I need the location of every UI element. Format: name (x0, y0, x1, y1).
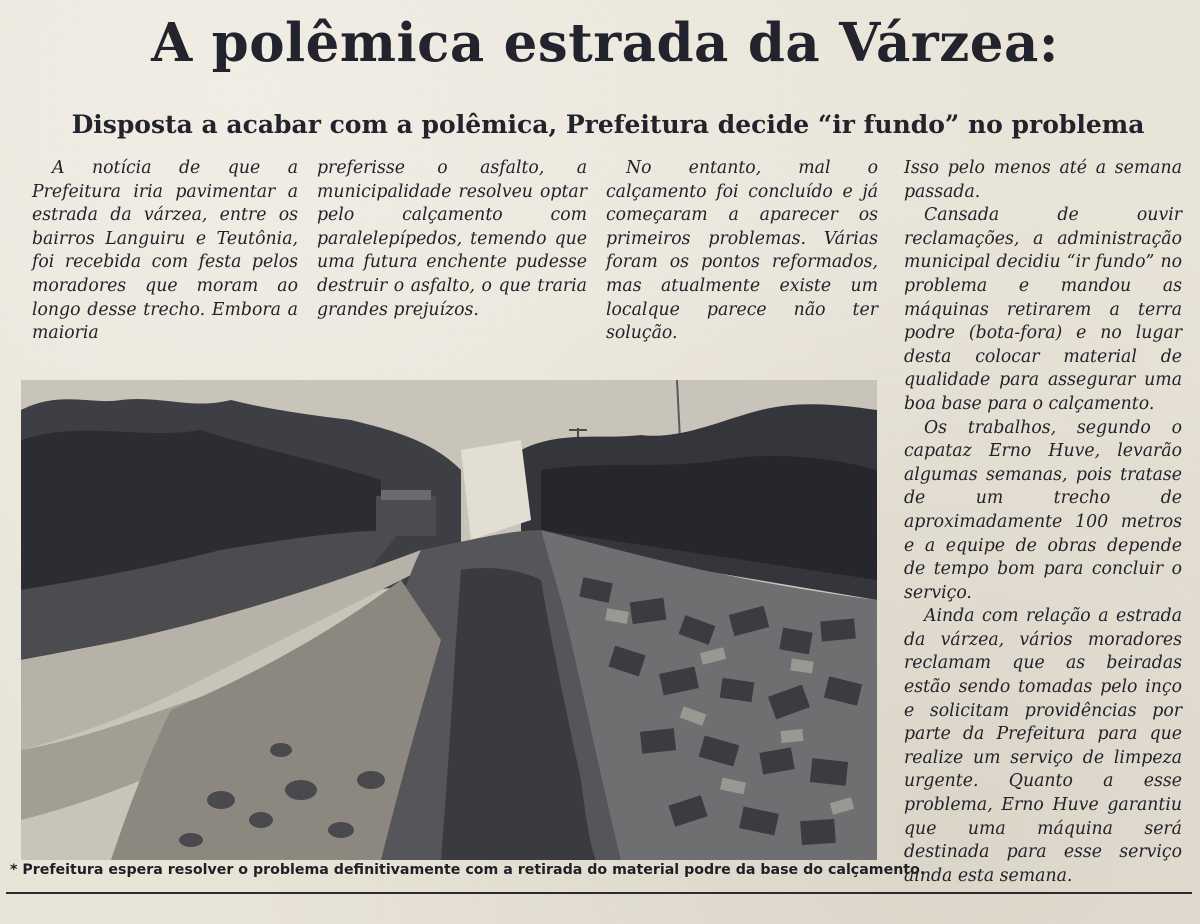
column-3-text: No entanto, mal o calçamento foi concluído e já começaram a aparecer os primeiros problemas. Várias foram os pontos reformados, mas atualmente existe um localque parece não ter solução. (606, 158, 878, 344)
column-4-paragraph-2: Cansada de ouvir reclamações, a administração municipal decidiu “ir fundo” no problema e mandou as máquinas retirarem a terra podre (bota-fora) e no lugar desta colocar material de qualidade para assegurar uma boa base para o calçamento. (904, 205, 1182, 414)
subheadline: Disposta a acabar com a polêmica, Prefeitura decide “ir fundo” no problema (71, 110, 1145, 139)
bottom-rule (6, 892, 1192, 894)
headline: A polêmica estrada da Várzea: (151, 12, 1059, 74)
photo-caption: * Prefeitura espera resolver o problema definitivamente com a retirada do material podre da base do calçamento. (10, 862, 926, 878)
column-1-text: A notícia de que a Prefeitura iria pavimentar a estrada da várzea, entre os bairros Languiru e Teutônia, foi recebida com festa pelos moradores que moram ao longo desse trecho. Embora a maioria (32, 158, 298, 344)
column-1 (32, 157, 298, 346)
column-2-text: preferisse o asfalto, a municipalidade resolveu optar pelo calçamento com paralelepípedos, temendo que uma futura enchente pudesse destruir o asfalto, o que traria grandes prejuízos. (317, 158, 587, 320)
road-construction-photo (21, 380, 877, 860)
column-4 (904, 157, 1182, 888)
column-4-paragraph-1: Isso pelo menos até a semana passada. (904, 158, 1182, 202)
column-3 (606, 157, 878, 346)
column-4-paragraph-4: Ainda com relação a estrada da várzea, vários moradores reclamam que as beiradas estão sendo tomadas pelo inço e solicitam providências por parte da Prefeitura para que realize um serviço de limpeza urgente. Quanto a esse problema, Erno Huve garantiu que uma máquina será destinada para esse serviço ainda esta semana. (904, 606, 1182, 886)
column-2 (317, 157, 587, 322)
column-4-paragraph-3: Os trabalhos, segundo o capataz Erno Huve, levarão algumas semanas, pois tratase de um trecho de aproximadamente 100 metros e a equipe de obras depende de tempo bom para concluir o serviço. (904, 417, 1182, 603)
